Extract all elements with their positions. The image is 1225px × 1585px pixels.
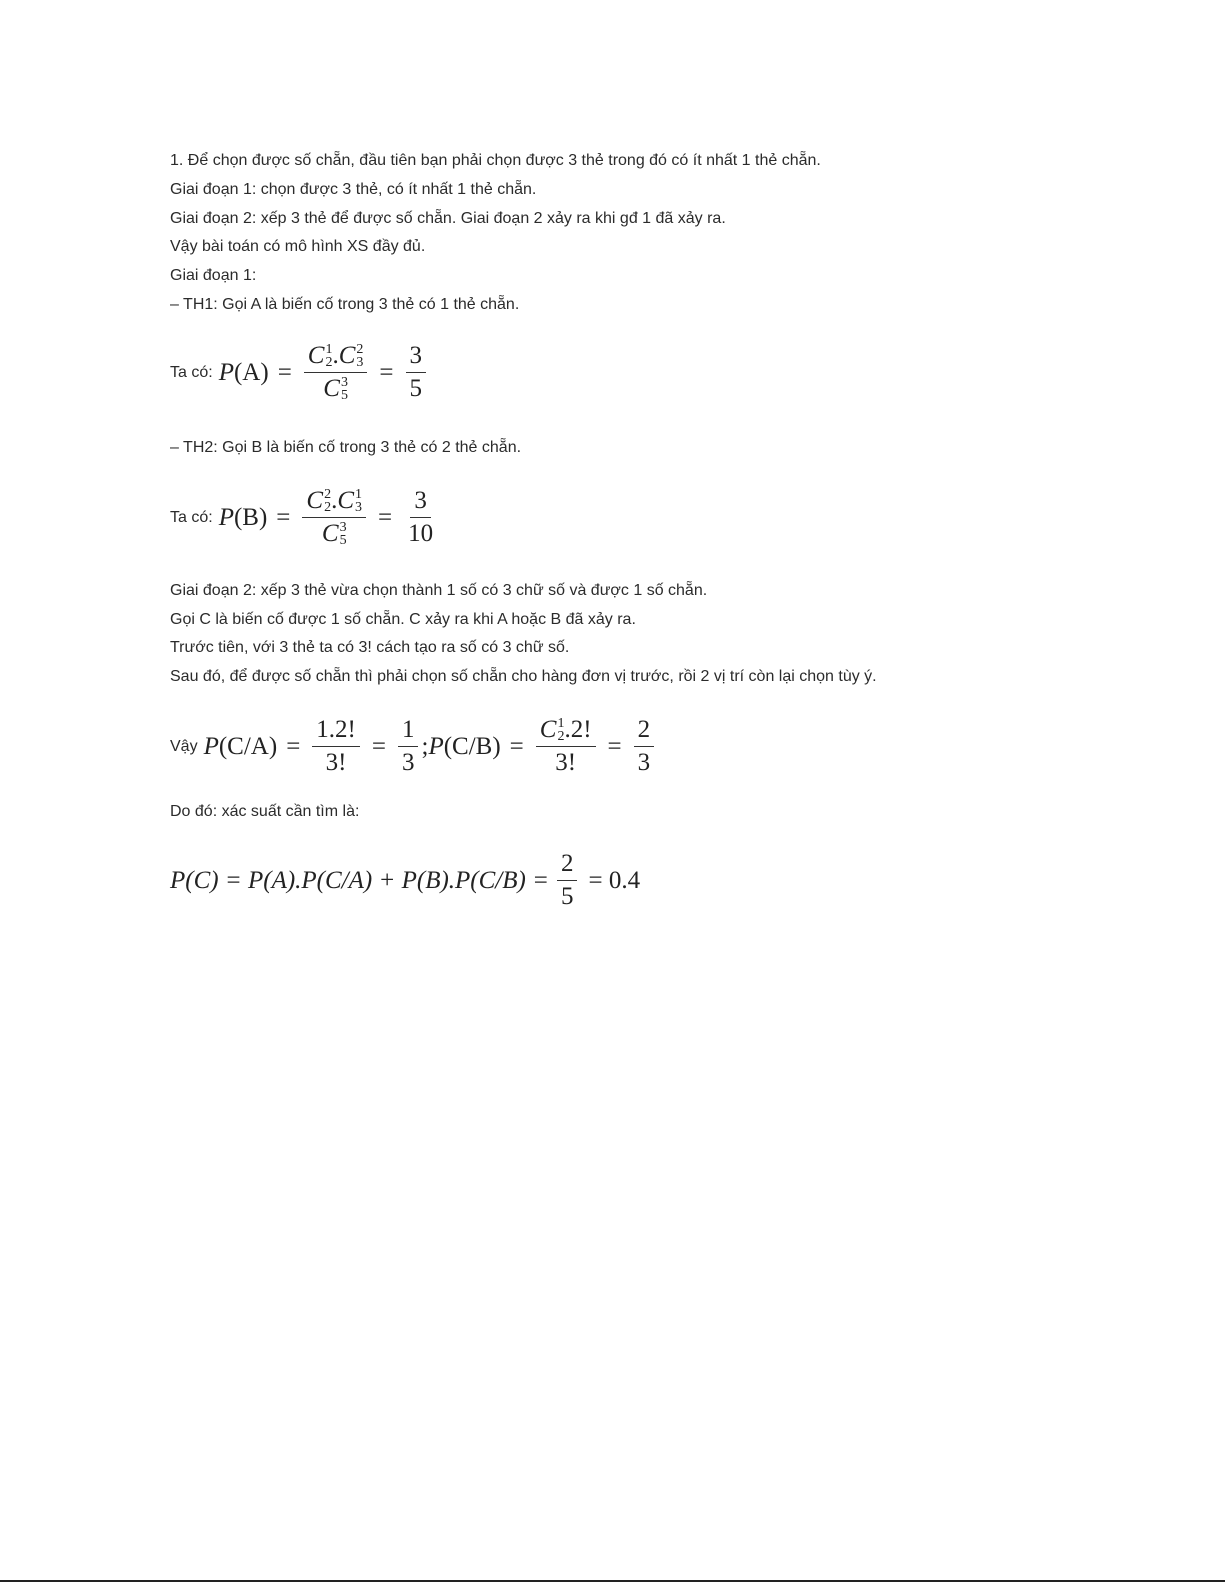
fraction: $\frac{2}{3}$ xyxy=(634,716,655,777)
text-line-11: Sau đó, để được số chẵn thì phải chọn số chẵn cho hàng đơn vị trước, rồi 2 vị trí còn lại chọn tùy ý. xyxy=(170,668,877,685)
text-line-9: Gọi C là biến cố được 1 số chẵn. C xảy ra khi A hoặc B đã xảy ra. xyxy=(170,611,636,628)
text-line-1: 1. Để chọn được số chẵn, đầu tiên bạn phải chọn được 3 thẻ trong đó có ít nhất 1 thẻ chẵn. xyxy=(170,152,821,169)
text-line-3: Giai đoạn 2: xếp 3 thẻ để được số chẵn. Giai đoạn 2 xảy ra khi gđ 1 đã xảy ra. xyxy=(170,210,726,227)
fraction: C 1 2 .2! 3! xyxy=(536,716,596,777)
formula-label: Ta có: xyxy=(170,363,213,381)
text-line-6: – TH1: Gọi A là biến cố trong 3 thẻ có 1 thẻ chẵn. xyxy=(170,296,520,313)
page-bottom-border xyxy=(0,1580,1225,1582)
fraction: C 1 2 . C 2 3 C 3 5 xyxy=(304,342,368,403)
text-line-12: Do đó: xác suất cần tìm là: xyxy=(170,803,360,820)
fraction: $\frac{1.2!}{3!}$ xyxy=(312,716,360,777)
formula-pa: Ta có: P (A) = C 1 2 . C 2 3 C 3 5 = $\frac{3}{5}$ xyxy=(170,342,429,403)
text-line-7: – TH2: Gọi B là biến cố trong 3 thẻ có 2 thẻ chẵn. xyxy=(170,439,522,456)
formula-pb: Ta có: P (B) = C 2 2 . C 1 3 C 3 5 = $\frac{3}{10}$ xyxy=(170,487,440,548)
text-line-10: Trước tiên, với 3 thẻ ta có 3! cách tạo ra số có 3 chữ số. xyxy=(170,639,570,656)
fraction: $\frac{3}{10}$ xyxy=(408,487,434,547)
text-line-2: Giai đoạn 1: chọn được 3 thẻ, có ít nhất 1 thẻ chẵn. xyxy=(170,181,537,198)
text-line-4: Vậy bài toán có mô hình XS đầy đủ. xyxy=(170,238,426,255)
formula-conditional: Vậy P (C/A) = $\frac{1.2!}{3!}$ = $\frac{1}{3}$ ; P (C/B) = C 1 2 .2! 3! = $\frac{2}{3}$ xyxy=(170,716,657,777)
text-line-8: Giai đoạn 2: xếp 3 thẻ vừa chọn thành 1 số có 3 chữ số và được 1 số chẵn. xyxy=(170,582,708,599)
formula-label: Vậy xyxy=(170,737,198,755)
fraction: $\frac{3}{5}$ xyxy=(406,342,427,403)
fraction: C 2 2 . C 1 3 C 3 5 xyxy=(302,487,366,548)
text-line-5: Giai đoạn 1: xyxy=(170,267,257,284)
fraction: $\frac{1}{3}$ xyxy=(398,716,419,777)
formula-label: Ta có: xyxy=(170,508,213,526)
formula-total: P(C) = P(A).P(C/A) + P(B).P(C/B) = $\frac{2}{5}$ = 0.4 xyxy=(170,850,641,910)
fraction: $\frac{2}{5}$ xyxy=(557,850,578,911)
